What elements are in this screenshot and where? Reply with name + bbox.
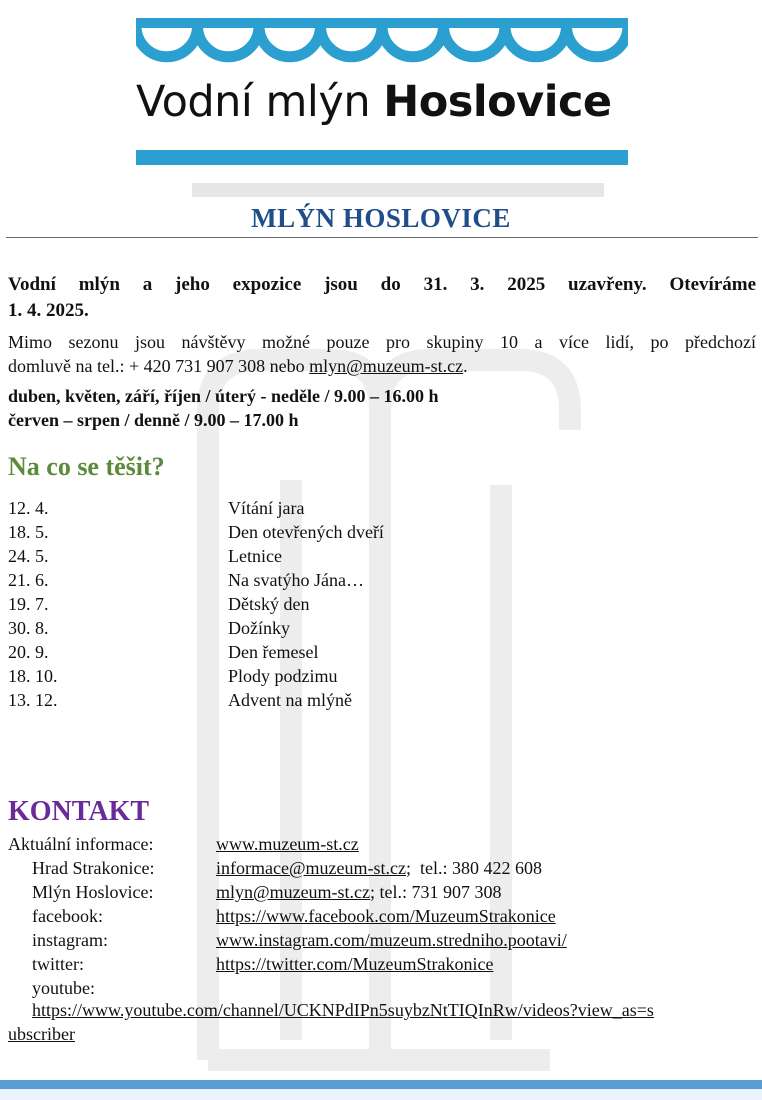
opening-hours-spring-autumn: duben, květen, září, říjen / úterý - neděle / 9.00 – 16.00 h xyxy=(8,386,439,406)
events-list xyxy=(8,496,708,712)
event-row xyxy=(8,568,708,592)
logo-wave-arc xyxy=(198,26,260,57)
logo-waves-icon xyxy=(136,18,628,68)
youtube-link-line2[interactable]: ubscriber xyxy=(8,1024,75,1044)
contact-row xyxy=(8,880,758,904)
contact-value xyxy=(216,904,556,928)
title-divider xyxy=(6,237,758,238)
closure-notice-line1: Vodní mlýn a jeho expozice jsou do 31. 3. 2025 uzavřeny. Otevíráme xyxy=(8,274,756,295)
contact-row xyxy=(8,976,758,1000)
contact-link[interactable]: www.instagram.com/muzeum.stredniho.pootavi/ xyxy=(216,930,567,950)
event-date: 18. 5. xyxy=(8,522,49,542)
contact-row xyxy=(8,856,758,880)
event-row xyxy=(8,544,708,568)
contact-value xyxy=(216,928,567,952)
contact-label: Hrad Strakonice: xyxy=(32,858,155,878)
event-date: 30. 8. xyxy=(8,618,49,638)
event-date: 24. 5. xyxy=(8,546,49,566)
event-name: Na svatýho Jána… xyxy=(228,570,364,590)
logo-name-light: Vodní mlýn xyxy=(136,77,384,127)
event-row xyxy=(8,592,708,616)
logo-name-bold: Hoslovice xyxy=(383,77,612,127)
logo-wave-arc xyxy=(136,26,198,57)
events-heading: Na co se těšit? xyxy=(8,452,165,481)
contact-value xyxy=(216,832,359,856)
contact-value xyxy=(216,856,542,880)
logo-wave-arc xyxy=(567,26,629,57)
logo-wave-arc xyxy=(321,26,383,57)
contact-row xyxy=(8,928,758,952)
footer-bar xyxy=(0,1080,762,1089)
event-name: Advent na mlýně xyxy=(228,690,352,710)
page-title: MLÝN HOSLOVICE xyxy=(251,203,511,233)
event-date: 20. 9. xyxy=(8,642,49,662)
contact-label: facebook: xyxy=(32,906,103,926)
event-name: Vítání jara xyxy=(228,498,305,518)
event-date: 12. 4. xyxy=(8,498,49,518)
event-date: 13. 12. xyxy=(8,690,58,710)
contact-label: youtube: xyxy=(32,978,95,998)
event-name: Dětský den xyxy=(228,594,310,614)
event-name: Plody podzimu xyxy=(228,666,338,686)
event-date: 21. 6. xyxy=(8,570,49,590)
contact-extra: ; tel.: 380 422 608 xyxy=(406,858,542,878)
event-row xyxy=(8,664,708,688)
offseason-info xyxy=(8,330,756,378)
contact-label: Mlýn Hoslovice: xyxy=(32,882,154,902)
event-row xyxy=(8,520,708,544)
event-name: Letnice xyxy=(228,546,282,566)
event-date: 18. 10. xyxy=(8,666,58,686)
youtube-link[interactable] xyxy=(8,998,756,1046)
logo-wave-arc xyxy=(444,26,506,57)
contact-link[interactable]: https://twitter.com/MuzeumStrakonice xyxy=(216,954,494,974)
event-name: Dožínky xyxy=(228,618,290,638)
event-name: Den řemesel xyxy=(228,642,319,662)
opening-hours-summer: červen – srpen / denně / 9.00 – 17.00 h xyxy=(8,410,299,430)
decorative-grey-bar xyxy=(192,183,604,197)
logo-underline-bar xyxy=(136,150,628,165)
contact-row xyxy=(8,952,758,976)
offseason-line1: Mimo sezonu jsou návštěvy možné pouze pro skupiny 10 a více lidí, po předchozí xyxy=(8,332,756,352)
contact-extra: ; tel.: 731 907 308 xyxy=(370,882,502,902)
logo-wordmark xyxy=(136,76,628,128)
contact-label: instagram: xyxy=(32,930,108,950)
youtube-link-line1[interactable]: https://www.youtube.com/channel/UCKNPdIPn5suybzNtTIQInRw/videos?view_as=s xyxy=(32,1000,654,1020)
logo-wave-arc xyxy=(382,26,444,57)
contact-label: Aktuální informace: xyxy=(8,834,154,854)
contact-heading: KONTAKT xyxy=(8,796,150,827)
contact-link[interactable]: informace@muzeum-st.cz xyxy=(216,858,406,878)
contact-value xyxy=(216,880,502,904)
contact-row xyxy=(8,904,758,928)
offseason-line2-prefix: domluvě na tel.: + 420 731 907 308 nebo xyxy=(8,356,310,376)
event-date: 19. 7. xyxy=(8,594,49,614)
event-name: Den otevřených dveří xyxy=(228,522,384,542)
contact-link[interactable]: www.muzeum-st.cz xyxy=(216,834,359,854)
closure-notice xyxy=(8,272,756,324)
contact-label: twitter: xyxy=(32,954,84,974)
offseason-email-link[interactable]: mlyn@muzeum-st.cz xyxy=(309,356,464,376)
contact-value xyxy=(216,952,493,976)
logo-wave-arc xyxy=(259,26,321,57)
contact-row xyxy=(8,832,758,856)
logo-wave-arc xyxy=(505,26,567,57)
event-row xyxy=(8,688,708,712)
footer-bar-light xyxy=(0,1089,762,1100)
closure-notice-line2: 1. 4. 2025. xyxy=(8,300,89,321)
event-row xyxy=(8,496,708,520)
contact-link[interactable]: https://www.facebook.com/MuzeumStrakonice xyxy=(216,906,556,926)
contact-list xyxy=(8,832,758,1000)
contact-link[interactable]: mlyn@muzeum-st.cz xyxy=(216,882,371,902)
event-row xyxy=(8,616,708,640)
event-row xyxy=(8,640,708,664)
offseason-line2-suffix: . xyxy=(463,356,468,376)
